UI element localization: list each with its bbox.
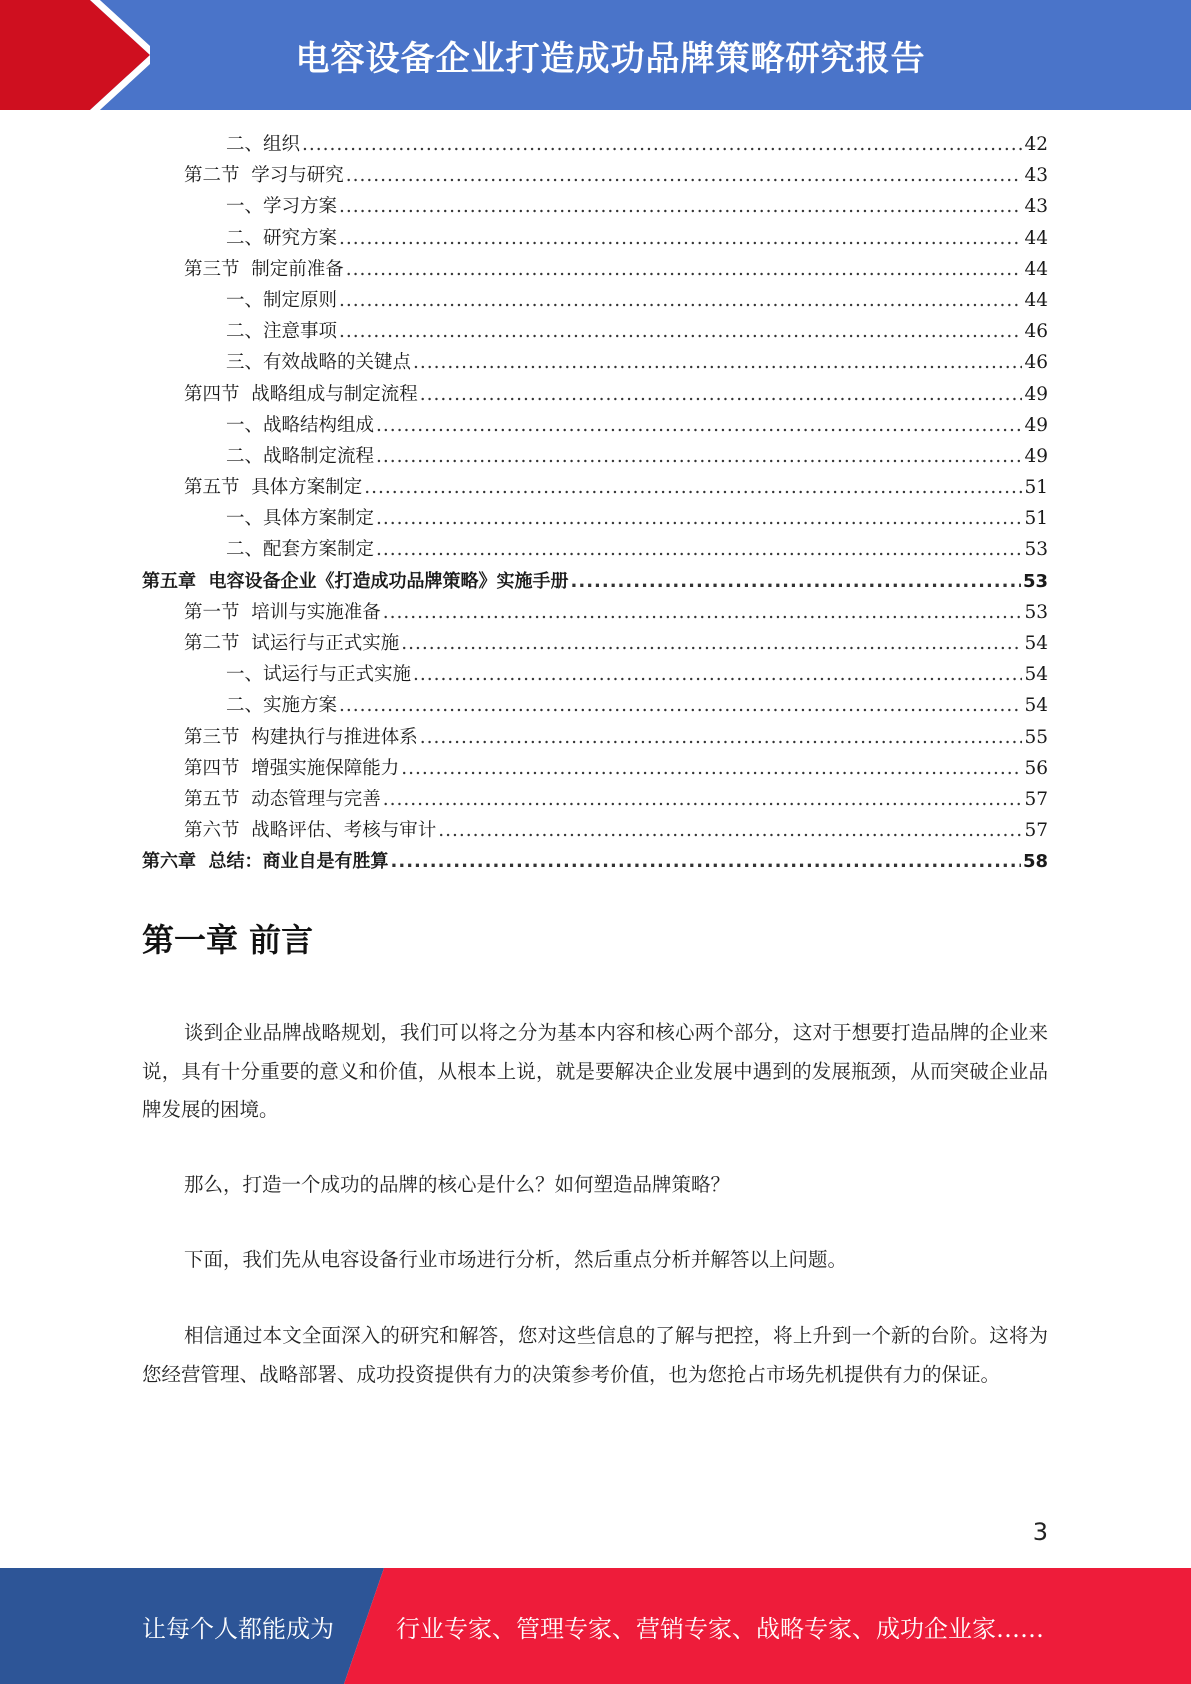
toc-entry-page: 58 [1022, 851, 1048, 873]
toc-leader-dots [401, 628, 1022, 659]
toc-leader-dots [346, 160, 1023, 191]
toc-entry-page: 54 [1024, 695, 1048, 717]
toc-entry-label: 第五节 具体方案制定 [184, 477, 363, 499]
toc-entry[interactable] [142, 628, 1048, 659]
toc-entry-label: 二、配套方案制定 [226, 539, 375, 561]
toc-leader-dots [571, 566, 1021, 597]
header-arrow-decoration [0, 0, 150, 110]
page-footer [0, 1568, 1191, 1684]
toc-entry-page: 49 [1024, 414, 1048, 436]
toc-entry[interactable] [142, 503, 1048, 534]
toc-leader-dots [376, 441, 1022, 472]
page-number: 3 [1032, 1518, 1048, 1546]
toc-leader-dots [413, 347, 1022, 378]
toc-leader-dots [376, 534, 1022, 565]
toc-leader-dots [339, 690, 1022, 721]
toc-entry[interactable] [142, 410, 1048, 441]
toc-entry[interactable] [142, 223, 1048, 254]
toc-entry-page: 57 [1024, 820, 1048, 842]
toc-entry-label: 一、具体方案制定 [226, 508, 375, 530]
toc-entry-page: 46 [1024, 352, 1048, 374]
toc-entry-label: 三、有效战略的关键点 [226, 352, 412, 374]
toc-entry-page: 54 [1024, 633, 1048, 654]
toc-leader-dots [383, 784, 1023, 815]
toc-entry[interactable] [142, 285, 1048, 316]
toc-entry-label: 第五节 动态管理与完善 [184, 788, 381, 810]
toc-entry-page: 44 [1024, 289, 1048, 311]
toc-entry[interactable] [142, 472, 1048, 503]
table-of-contents [142, 129, 1048, 878]
toc-entry[interactable] [142, 784, 1048, 815]
toc-leader-dots [401, 753, 1022, 784]
toc-leader-dots [383, 597, 1023, 628]
toc-entry-page: 53 [1024, 601, 1048, 623]
toc-entry-label: 二、注意事项 [226, 321, 338, 343]
toc-entry[interactable] [142, 254, 1048, 285]
toc-entry-label: 第六节 战略评估、考核与审计 [184, 820, 437, 842]
toc-entry-label: 第二节 学习与研究 [184, 165, 344, 187]
toc-entry[interactable] [142, 815, 1048, 846]
toc-entry-page: 46 [1024, 321, 1048, 343]
toc-entry-page: 57 [1024, 788, 1048, 810]
toc-entry[interactable] [142, 597, 1048, 628]
toc-entry-page: 55 [1024, 726, 1048, 748]
toc-entry-label: 一、制定原则 [226, 289, 338, 311]
toc-entry-label: 第四节 战略组成与制定流程 [184, 383, 418, 405]
toc-entry-page: 53 [1022, 570, 1048, 592]
toc-entry[interactable] [142, 379, 1048, 410]
body-paragraph: 谈到企业品牌战略规划，我们可以将之分为基本内容和核心两个部分，这对于想要打造品牌的企业来说，具有十分重要的意义和价值，从根本上说，就是要解决企业发展中遇到的发展瓶颈，从而突破企业品牌发展的困境。 [142, 1021, 1048, 1121]
toc-entry-page: 51 [1024, 508, 1048, 530]
toc-entry[interactable] [142, 191, 1048, 222]
toc-leader-dots [391, 846, 1021, 877]
toc-entry[interactable] [142, 566, 1048, 597]
toc-entry[interactable] [142, 534, 1048, 565]
toc-leader-dots [339, 316, 1022, 347]
toc-leader-dots [364, 472, 1022, 503]
toc-entry-label: 二、实施方案 [226, 695, 338, 717]
toc-entry-page: 51 [1024, 477, 1048, 499]
toc-entry-label: 第一节 培训与实施准备 [184, 601, 381, 623]
toc-entry-page: 44 [1024, 258, 1048, 280]
page-header [0, 0, 1191, 110]
toc-leader-dots [376, 503, 1022, 534]
toc-entry-page: 56 [1024, 757, 1048, 779]
toc-leader-dots [346, 254, 1023, 285]
toc-entry-label: 第六章 总结：商业自是有胜算 [142, 851, 389, 873]
toc-leader-dots [339, 223, 1022, 254]
toc-leader-dots [376, 410, 1022, 441]
chapter-heading: 第一章 前言 [142, 921, 314, 959]
toc-entry-label: 一、学习方案 [226, 196, 338, 218]
toc-entry-label: 二、战略制定流程 [226, 445, 375, 467]
toc-entry-label: 二、组织 [226, 134, 301, 155]
toc-entry[interactable] [142, 441, 1048, 472]
toc-entry-label: 第二节 试运行与正式实施 [184, 633, 400, 654]
toc-entry[interactable] [142, 722, 1048, 753]
toc-entry[interactable] [142, 129, 1048, 160]
body-paragraph: 那么，打造一个成功的品牌的核心是什么？如何塑造品牌策略？ [184, 1173, 731, 1196]
toc-entry-page: 42 [1024, 134, 1048, 155]
toc-leader-dots [413, 659, 1022, 690]
toc-leader-dots [302, 129, 1022, 160]
toc-leader-dots [339, 285, 1022, 316]
body-paragraph: 下面，我们先从电容设备行业市场进行分析，然后重点分析并解答以上问题。 [184, 1248, 848, 1271]
toc-entry[interactable] [142, 316, 1048, 347]
toc-entry-label: 第三节 构建执行与推进体系 [184, 726, 418, 748]
toc-entry-label: 第四节 增强实施保障能力 [184, 757, 400, 779]
report-title: 电容设备企业打造成功品牌策略研究报告 [295, 38, 926, 79]
toc-entry-page: 53 [1024, 539, 1048, 561]
toc-entry[interactable] [142, 690, 1048, 721]
toc-entry-label: 第五章 电容设备企业《打造成功品牌策略》实施手册 [142, 570, 569, 592]
toc-entry-label: 第三节 制定前准备 [184, 258, 344, 280]
toc-leader-dots [420, 722, 1023, 753]
toc-leader-dots [420, 379, 1023, 410]
toc-entry-page: 54 [1024, 664, 1048, 686]
toc-entry-label: 一、试运行与正式实施 [226, 664, 412, 686]
toc-entry-page: 44 [1024, 227, 1048, 249]
toc-leader-dots [438, 815, 1022, 846]
toc-entry[interactable] [142, 846, 1048, 877]
footer-slogan-left: 让每个人都能成为 [142, 1614, 334, 1643]
toc-entry-page: 43 [1024, 196, 1048, 218]
toc-entry-page: 43 [1024, 165, 1048, 187]
toc-entry-page: 49 [1024, 383, 1048, 405]
toc-entry-label: 一、战略结构组成 [226, 414, 375, 436]
toc-leader-dots [339, 191, 1022, 222]
footer-slogan-right: 行业专家、管理专家、营销专家、战略专家、成功企业家…… [396, 1614, 1044, 1643]
toc-entry-label: 二、研究方案 [226, 227, 338, 249]
toc-entry-page: 49 [1024, 445, 1048, 467]
toc-entry[interactable] [142, 160, 1048, 191]
toc-entry[interactable] [142, 347, 1048, 378]
body-paragraph: 相信通过本文全面深入的研究和解答，您对这些信息的了解与把控，将上升到一个新的台阶。这将为您经营管理、战略部署、成功投资提供有力的决策参考价值，也为您抢占市场先机提供有力的保证。 [142, 1324, 1048, 1386]
toc-entry[interactable] [142, 659, 1048, 690]
toc-entry[interactable] [142, 753, 1048, 784]
